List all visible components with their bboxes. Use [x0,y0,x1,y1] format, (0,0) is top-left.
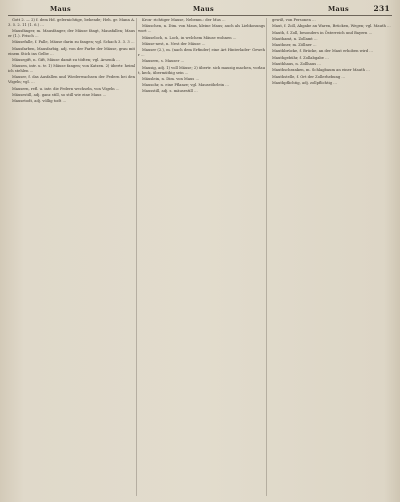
entry-paragraph: Mausern, s. Mauser … [142,59,185,64]
text-column-1 [8,18,135,498]
entry-paragraph: Mäuseloch, n. Loch, in welchem Mäuse wohnen … [142,35,237,40]
running-head-left: Maus [50,5,71,13]
entry-paragraph: Mauthschranken, m. Schlagbaum an einer Mauth … [272,68,370,73]
page-number: 231 [373,4,390,13]
running-head-right: Maus [328,5,349,13]
entry-paragraph: Mauthner, m. Zöllner … [272,43,317,48]
entry-paragraph: Mausetodt, adj. völlig todt … [12,99,67,104]
text-column-3 [268,18,392,498]
entry-paragraph: Mäuse-nest, n. Nest der Mäuse … [142,41,206,46]
column-divider [136,18,137,496]
entry-paragraph: Gott 2. — 2) f. dem Hd. gelernichtige, behende; Heh. gr. Mann A. 3. 5. 2. 11 (1. 6.) … [8,18,135,27]
entry-paragraph: Mäusegift, n. Gift, Mäuse damit zu tödten; vgl. Arsenik … [12,57,120,62]
entry-paragraph: Mauser (2.), m. (nach dem Erfinder) eine Art Hinterlader- Gewehr … [138,48,265,57]
entry-paragraph: Mausohr, n. eine Pflanze; vgl. Mauseöhrlein … [142,83,229,88]
entry-paragraph: Mauthgebühr, f. Zollabgabe … [272,55,329,60]
entry-paragraph: Mauthbrücke, f. Brücke, an der Maut erhoben wird … [272,49,373,54]
running-head-middle: Maus [193,5,214,13]
entry-paragraph: Maut, f. Zoll, Abgabe an Waren, Brücken, Wegen; vgl. Mauth … [272,24,391,29]
text-column-2 [138,18,265,498]
entry-paragraph: Mausfarben, Mausfarbig, adj. von der Farbe der Mäuse, grau mit einem Stich ins Gelbe … [8,46,135,56]
entry-paragraph: Mauth, f. Zoll, besonders in Österreich und Bayern … [272,30,373,35]
header-rule [8,15,392,16]
entry-paragraph: Mauthamt, n. Zollamt … [272,36,318,41]
entry-paragraph: Mauthhaus, n. Zollhaus … [272,62,321,67]
entry-paragraph: Mauthstelle, f. Ort der Zollerhebung … [272,74,346,79]
entry-paragraph: Mauthpflichtig, adj. zollpflichtig … [272,80,337,85]
entry-paragraph: gewiß, von Personen … [272,18,316,22]
entry-paragraph: Kron- richtiger Mause, Nebenm.: der Mus … [142,18,226,22]
entry-paragraph: Mauser, f. das Ausfallen und Wiederwachsen der Federn bei den Vögeln; vgl. … [8,75,135,85]
entry-paragraph: Mäuschen, n. Dim. von Maus, kleine Maus; auch als Liebkosungswort … [138,24,265,34]
entry-paragraph: Mäusestill, adj. ganz still, so still wie eine Maus … [12,92,107,97]
column-divider [266,18,267,496]
entry-paragraph: Mäusefalle, f. Falle, Mäuse darin zu fangen; vgl. Schach 3. 3. 3 … [12,40,135,45]
entry-paragraph: Mausern, refl. u. intr. die Federn wechseln, von Vögeln … [12,86,120,91]
entry-paragraph: Mausig, adj. 1) voll Mäuse; 2) übertr. sich mausig machen, vorlaut, keck, übermüthig sein … [138,65,265,75]
entry-paragraph: Mäuslein, n. Dim. von Maus … [142,76,200,81]
entry-paragraph: Mausfänger, m. Mausfänger, der Mäuse fängt, Mausfallen; Mauser (1.). Frisch … [8,29,135,39]
entry-paragraph: Mausen, intr. u. tr. 1) Mäuse fangen; von Katzen. 2) übertr. heimlich stehlen … [8,64,135,74]
entry-paragraph: Mausstill, adj. s. mäusestill … [142,89,198,94]
